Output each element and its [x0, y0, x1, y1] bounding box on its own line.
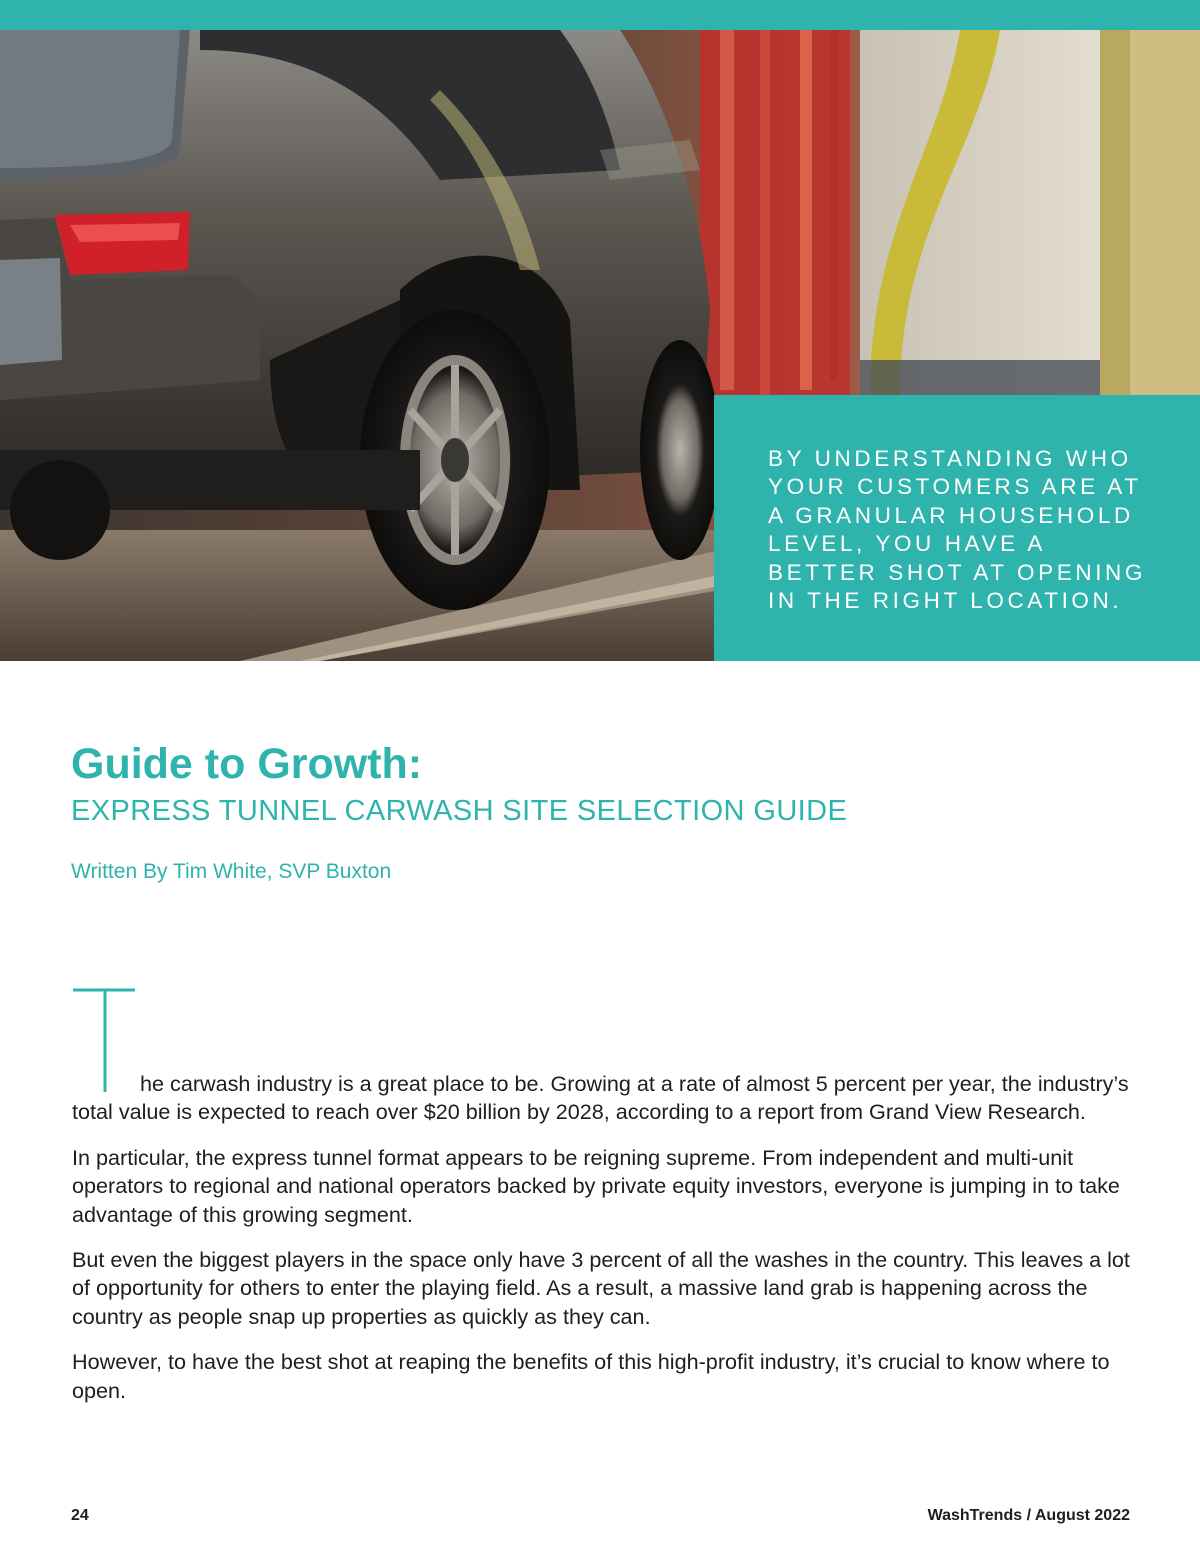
article-title: Guide to Growth:: [71, 740, 423, 788]
article-subtitle: EXPRESS TUNNEL CARWASH SITE SELECTION GUIDE: [71, 795, 848, 827]
page-number: 24: [71, 1507, 89, 1524]
article-paragraph: he carwash industry is a great place to be. Growing at a rate of almost 5 percent per year, the industry’s total value is expected to reach over $20 billion by 2028, according to a report from Grand View Research.: [72, 1071, 1129, 1125]
article-paragraph: However, to have the best shot at reaping the benefits of this high-profit industry, it’s crucial to know where to open.: [72, 1349, 1110, 1403]
pullquote-text: BY UNDERSTANDING WHO YOUR CUSTOMERS ARE AT A GRANULAR HOUSEHOLD LEVEL, YOU HAVE A BETTER SHOT AT OPENING IN THE RIGHT LOCATION.: [768, 446, 1147, 614]
pullquote-box: [714, 395, 1200, 661]
article-paragraph: In particular, the express tunnel format appears to be reigning supreme. From independent and multi-unit operators to regional and national operators backed by private equity investors, everyone is jumping in to take advantage of this growing segment.: [72, 1144, 1120, 1227]
article-byline: Written By Tim White, SVP Buxton: [71, 860, 392, 883]
publication-footer: WashTrends / August 2022: [927, 1507, 1130, 1524]
top-accent-bar: [0, 0, 1200, 30]
article-body: [72, 1070, 1142, 1422]
article-paragraph: But even the biggest players in the space only have 3 percent of all the washes in the country. This leaves a lot of opportunity for others to enter the playing field. As a result, a massive land grab is happening across the country as people snap up properties as quickly as they can.: [72, 1247, 1130, 1329]
